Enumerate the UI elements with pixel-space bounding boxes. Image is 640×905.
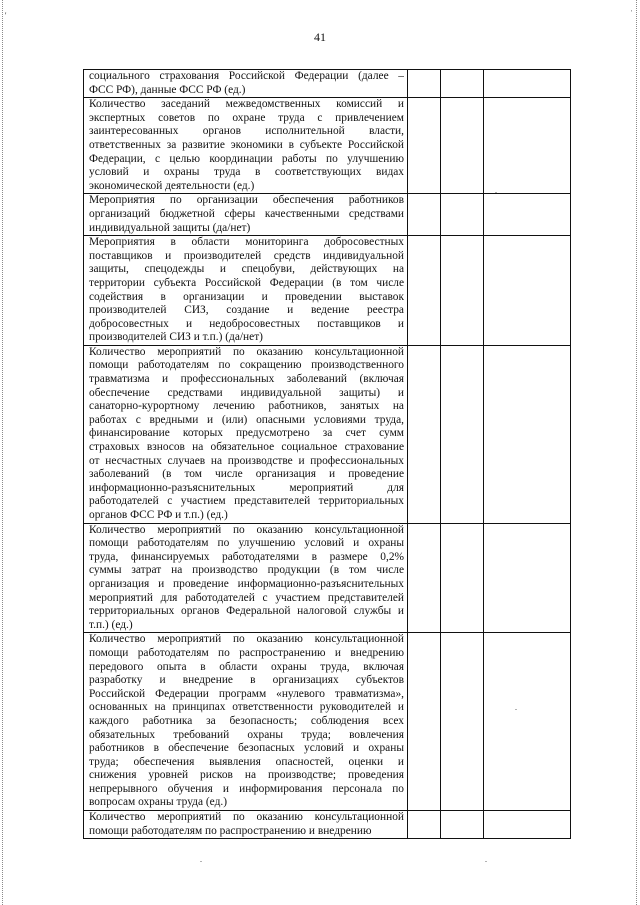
empty-value-cell	[408, 811, 441, 839]
scan-dot: .	[200, 855, 202, 864]
indicator-cell	[84, 194, 408, 236]
indicator-line: Количество мероприятий по оказанию консультационной	[89, 523, 404, 536]
indicator-line: труда, финансируемых работодателями в размере 0,2%	[89, 550, 404, 563]
scan-dot: .	[495, 186, 497, 195]
indicator-line: разработку и внедрение в организациях субъектов	[89, 674, 404, 687]
table-row	[84, 523, 571, 633]
indicator-line: Количество заседаний межведомственных комиссий и	[89, 98, 404, 111]
indicator-line: основанных на принципах ответственности руководителей и	[89, 701, 404, 714]
indicator-line: условий и охраны труда в соответствующих видах	[89, 166, 404, 179]
indicator-cell	[84, 633, 408, 811]
indicator-line: суммы затрат на производство продукции (в том числе	[89, 564, 404, 577]
indicator-text	[84, 811, 407, 838]
indicator-line: Количество мероприятий по оказанию консультационной	[89, 345, 404, 358]
indicator-line: Мероприятия в области мониторинга добросовестных	[89, 236, 404, 249]
table-row	[84, 98, 571, 194]
indicator-cell	[84, 98, 408, 194]
indicator-line: ФСС РФ), данные ФСС РФ (ед.)	[89, 83, 246, 96]
indicator-line: ответственных за развитие экономики в субъекте Российской	[89, 138, 404, 151]
indicator-cell	[84, 236, 408, 346]
indicator-line: работников в обеспечение безопасных условий и охраны	[89, 742, 404, 755]
indicator-line: санаторно-курортному лечению работников, занятых на	[89, 400, 404, 413]
empty-value-cell	[484, 633, 571, 811]
indicator-line: поставщиков и производителей средств индивидуальной	[89, 249, 404, 262]
indicator-line: экономической деятельности (ед.)	[89, 179, 255, 192]
indicator-line: индивидуальной защиты (да/нет)	[89, 221, 251, 234]
indicator-line: Федерации, с целью координации работы по улучшению	[89, 152, 404, 165]
scan-left-edge	[2, 0, 7, 905]
empty-value-cell	[441, 345, 484, 523]
indicator-text	[84, 70, 407, 97]
indicator-line: организация и проведение информационно-разъяснительных	[89, 577, 404, 590]
indicator-line: непрерывного обучения и информирования персонала по	[89, 782, 404, 795]
indicator-line: заболеваний (в том числе организация и проведение	[89, 468, 404, 481]
empty-value-cell	[408, 236, 441, 346]
indicator-line: т.п.) (ед.)	[89, 618, 133, 631]
indicator-line: экспертных советов по охране труда с привлечением	[89, 111, 404, 124]
indicator-line: защиты, спецодежды и спецобуви, действующих на	[89, 263, 404, 276]
table-row	[84, 345, 571, 523]
page-number: 41	[314, 30, 326, 44]
empty-value-cell	[408, 633, 441, 811]
indicator-line: работах с вредными и (или) опасными условиями труда,	[89, 413, 404, 426]
indicator-line: от несчастных случаев на производстве и профессиональных	[89, 454, 404, 467]
indicator-line: информационно-разъяснительных мероприятий для	[89, 481, 404, 494]
empty-value-cell	[441, 70, 484, 98]
indicator-line: Количество мероприятий по оказанию консультационной	[89, 633, 404, 646]
empty-value-cell	[441, 811, 484, 839]
indicator-line: помощи работодателям по сокращению производственного	[89, 359, 404, 372]
empty-value-cell	[484, 523, 571, 633]
indicator-line: помощи работодателям по улучшению условий и охраны	[89, 537, 404, 550]
indicator-text	[84, 194, 407, 235]
table-row	[84, 633, 571, 811]
indicator-line: территории субъекта Российской Федерации (в том числе	[89, 276, 404, 289]
indicator-text	[84, 524, 407, 633]
empty-value-cell	[441, 523, 484, 633]
empty-value-cell	[484, 98, 571, 194]
empty-value-cell	[484, 70, 571, 98]
table-body	[84, 70, 571, 839]
indicator-text	[84, 236, 407, 345]
indicator-line: обязательных требований охраны труда; вовлечения	[89, 728, 404, 741]
scan-dot: .	[485, 855, 487, 864]
indicator-line: работодателей с участием представителей территориальных	[89, 495, 404, 508]
empty-value-cell	[408, 194, 441, 236]
empty-value-cell	[484, 194, 571, 236]
empty-value-cell	[408, 70, 441, 98]
indicator-line: труда; обеспечения выявления опасностей, оценки и	[89, 755, 404, 768]
indicator-line: помощи работодателям по распространению и внедрению	[89, 824, 372, 837]
indicator-line: заинтересованных органов исполнительной власти,	[89, 125, 404, 138]
indicator-line: органов ФСС РФ и т.п.) (ед.)	[89, 509, 228, 521]
indicator-line: снижения уровней рисков на производстве; проведения	[89, 769, 404, 782]
empty-value-cell	[441, 194, 484, 236]
indicator-text	[84, 633, 407, 810]
table-row	[84, 811, 571, 839]
scan-right-edge	[636, 0, 638, 905]
indicator-line: содействия в организации и проведении выставок	[89, 290, 404, 303]
indicator-table	[83, 69, 571, 839]
indicator-line: производителей СИЗ и т.п.) (да/нет)	[89, 331, 263, 344]
indicator-line: вопросам охраны труда (ед.)	[89, 796, 227, 809]
indicator-text	[84, 98, 407, 193]
indicator-line: Количество мероприятий по оказанию консультационной	[89, 811, 404, 824]
indicator-line: травматизма и профессиональных заболеваний (включая	[89, 373, 404, 386]
indicator-line: добросовестных и недобросовестных поставщиков и	[89, 317, 404, 330]
empty-value-cell	[484, 345, 571, 523]
empty-value-cell	[484, 236, 571, 346]
indicator-text	[84, 346, 407, 523]
table-row	[84, 70, 571, 98]
indicator-line: каждого работника за безопасность; соблюдения всех	[89, 714, 404, 727]
indicator-line: обеспечение средствами индивидуальной защиты) и	[89, 386, 404, 399]
indicator-line: передового опыта в области охраны труда, включая	[89, 660, 404, 673]
indicator-line: Российской Федерации программ «нулевого травматизма»,	[89, 687, 404, 700]
indicator-cell	[84, 523, 408, 633]
indicator-line: страховых взносов на обязательное социальное страхование	[89, 441, 404, 454]
empty-value-cell	[441, 98, 484, 194]
empty-value-cell	[484, 811, 571, 839]
indicator-cell	[84, 70, 408, 98]
empty-value-cell	[441, 633, 484, 811]
indicator-line: финансирование которых предусмотрено за счет сумм	[89, 427, 404, 440]
indicator-line: производителей СИЗ, создание и ведение реестра	[89, 304, 404, 317]
indicator-cell	[84, 811, 408, 839]
empty-value-cell	[408, 98, 441, 194]
indicator-line: Мероприятия по организации обеспечения работников	[89, 194, 404, 207]
scan-mark: ˈ	[630, 9, 633, 18]
indicator-cell	[84, 345, 408, 523]
indicator-line: территориальных органов Федеральной налоговой службы и	[89, 605, 404, 618]
scan-mark: '	[5, 11, 7, 20]
table-row	[84, 236, 571, 346]
indicator-line: помощи работодателям по распространению и внедрению	[89, 646, 404, 659]
indicator-line: социального страхования Российской Федерации (далее –	[89, 70, 404, 82]
empty-value-cell	[441, 236, 484, 346]
indicator-line: мероприятий для работодателей с участием представителей	[89, 591, 404, 604]
empty-value-cell	[408, 523, 441, 633]
table-row	[84, 194, 571, 236]
indicator-line: организаций бюджетной сферы качественными средствами	[89, 207, 404, 220]
empty-value-cell	[408, 345, 441, 523]
scan-dot: .	[515, 703, 517, 712]
